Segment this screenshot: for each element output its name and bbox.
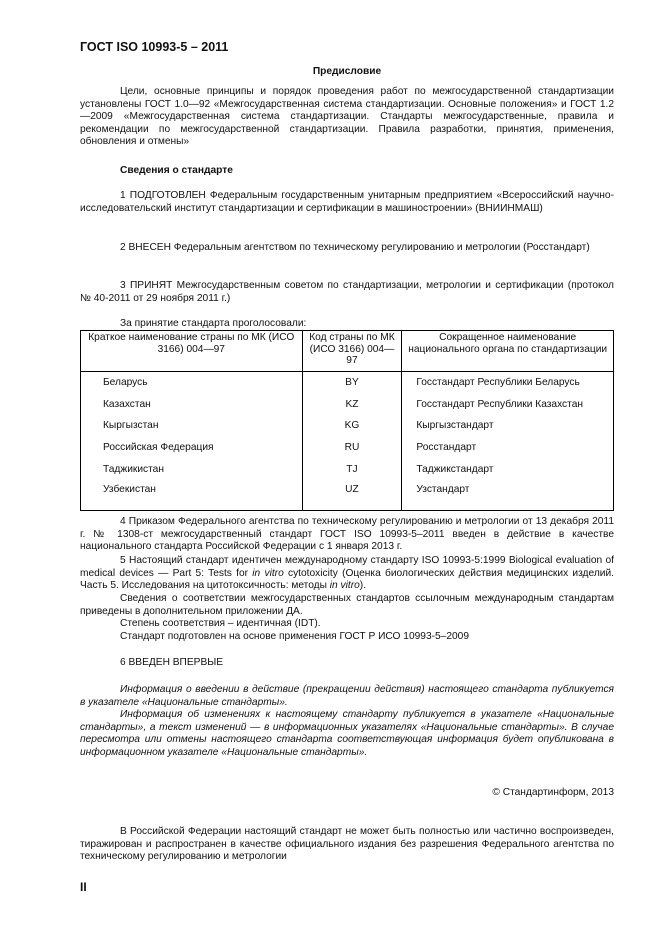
col-body-header: Сокращенное наименование национального органа по стандартизации xyxy=(402,331,614,372)
table-row xyxy=(81,415,614,437)
country-cell: Узбекистан xyxy=(81,480,303,511)
country-cell: Казахстан xyxy=(81,393,303,415)
code-cell: BY xyxy=(302,371,402,393)
item-1-paragraph: 1 ПОДГОТОВЛЕН Федеральным государственным унитарным предприятием «Всероссийский научно-исследовательский институт стандартизации и сертификации в машиностроении» (ВНИИНМАШ) xyxy=(80,190,614,214)
table-row xyxy=(81,371,614,393)
document-header: ГОСТ ISO 10993-5 – 2011 xyxy=(80,40,229,54)
item-5-basis: Стандарт подготовлен на основе применения ГОСТ Р ИСО 10993-5–2009 xyxy=(120,631,470,642)
body-cell: Госстандарт Республики Беларусь xyxy=(402,371,614,393)
item-5-text-2: cytotoxicity (Оценка биологических действия медицинских изделий. Часть 5. Исследования на цитотоксичность: методы xyxy=(80,567,614,591)
code-cell: KG xyxy=(302,415,402,437)
code-cell: RU xyxy=(302,437,402,459)
item-5-paragraph xyxy=(80,555,614,593)
country-cell: Кыргызстан xyxy=(81,415,303,437)
item-3-paragraph: 3 ПРИНЯТ Межгосударственным советом по стандартизации, метрологии и сертификации (протокол № 40-2011 от 29 ноября 2011 г.) xyxy=(80,280,614,304)
col-code-header: Код страны по МК (ИСО 3166) 004—97 xyxy=(302,331,402,372)
item-2-paragraph: 2 ВНЕСЕН Федеральным агентством по техническому регулированию и метрологии (Росстандарт) xyxy=(120,242,590,253)
table-row xyxy=(81,459,614,481)
section-title: Сведения о стандарте xyxy=(120,165,233,176)
item-6-paragraph: 6 ВВЕДЕН ВПЕРВЫЕ xyxy=(120,657,224,668)
item-4-paragraph: 4 Приказом Федерального агентства по техническому регулированию и метрологии от 13 декабря 2011 г. № 1308-ст межгосударственный стандарт ГОСТ ISO 10993-5–2011 введен в действие в качестве национального стандарта Российской Федерации с 1 января 2013 г. xyxy=(80,516,614,552)
body-cell: Таджикстандарт xyxy=(402,459,614,481)
body-cell: Росстандарт xyxy=(402,437,614,459)
item-5-references: Сведения о соответствии межгосударственных стандартов ссылочным международным стандартам приведены в дополнительном приложении ДА. xyxy=(80,593,614,617)
country-cell: Российская Федерация xyxy=(81,437,303,459)
copyright-notice: © Стандартинформ, 2013 xyxy=(492,787,614,798)
table-row xyxy=(81,437,614,459)
preface-title: Предисловие xyxy=(312,66,382,77)
col-country-header: Краткое наименование страны по МК (ИСО 3166) 004—97 xyxy=(81,331,303,372)
page-number: II xyxy=(80,880,87,894)
table-row xyxy=(81,393,614,415)
item-5-text-1: 5 Настоящий стандарт идентичен международному стандарту ISO 10993-5:1999 Biological evaluation of medical devices — Part 5: Tests for xyxy=(80,555,614,579)
legal-paragraph: В Российской Федерации настоящий стандарт не может быть полностью или частично воспроизведен, тиражирован и распространен в качестве официального издания без разрешения Федерального агентства по техническому регулированию и метрологии xyxy=(80,826,614,862)
country-cell: Беларусь xyxy=(81,371,303,393)
item-5-in-vitro-1: in vitro xyxy=(252,567,284,579)
item-5-in-vitro-2: in vitro xyxy=(329,580,360,591)
info-paragraph-1: Информация о введении в действие (прекращении действия) настоящего стандарта публикуется в указателе «Национальные стандарты». xyxy=(80,684,614,708)
code-cell: TJ xyxy=(302,459,402,481)
body-cell: Госстандарт Республики Казахстан xyxy=(402,393,614,415)
item-5-degree: Степень соответствия – идентичная (IDT). xyxy=(120,618,321,629)
table-row xyxy=(81,480,614,511)
code-cell: KZ xyxy=(302,393,402,415)
code-cell: UZ xyxy=(302,480,402,511)
votes-table xyxy=(80,330,614,511)
country-cell: Таджикистан xyxy=(81,459,303,481)
item-5-text-3: ). xyxy=(359,580,367,591)
intro-paragraph: Цели, основные принципы и порядок проведения работ по межгосударственной стандартизации установлены ГОСТ 1.0—92 «Межгосударственная система стандартизации. Основные положения» и ГОСТ 1.2—2009 «Межгосударственная система стандартизации. Стандарты межгосударственные, правила и рекомендации по межгосударственной стандартизации. Правила разработки, принятия, применения, обновления и отмены» xyxy=(80,86,614,147)
body-cell: Узстандарт xyxy=(402,480,614,511)
table-header-row xyxy=(81,331,614,372)
body-cell: Кыргызстандарт xyxy=(402,415,614,437)
info-paragraph-2: Информация об изменениях к настоящему стандарту публикуется в указателе «Национальные стандарты», а текст изменений — в информационных указателях «Национальные стандарты». В случае пересмотра или отмены настоящего стандарта соответствующая информация будет опубликована в информационном указателе «Национальные стандарты». xyxy=(80,709,614,758)
votes-caption: За принятие стандарта проголосовали: xyxy=(120,318,307,329)
